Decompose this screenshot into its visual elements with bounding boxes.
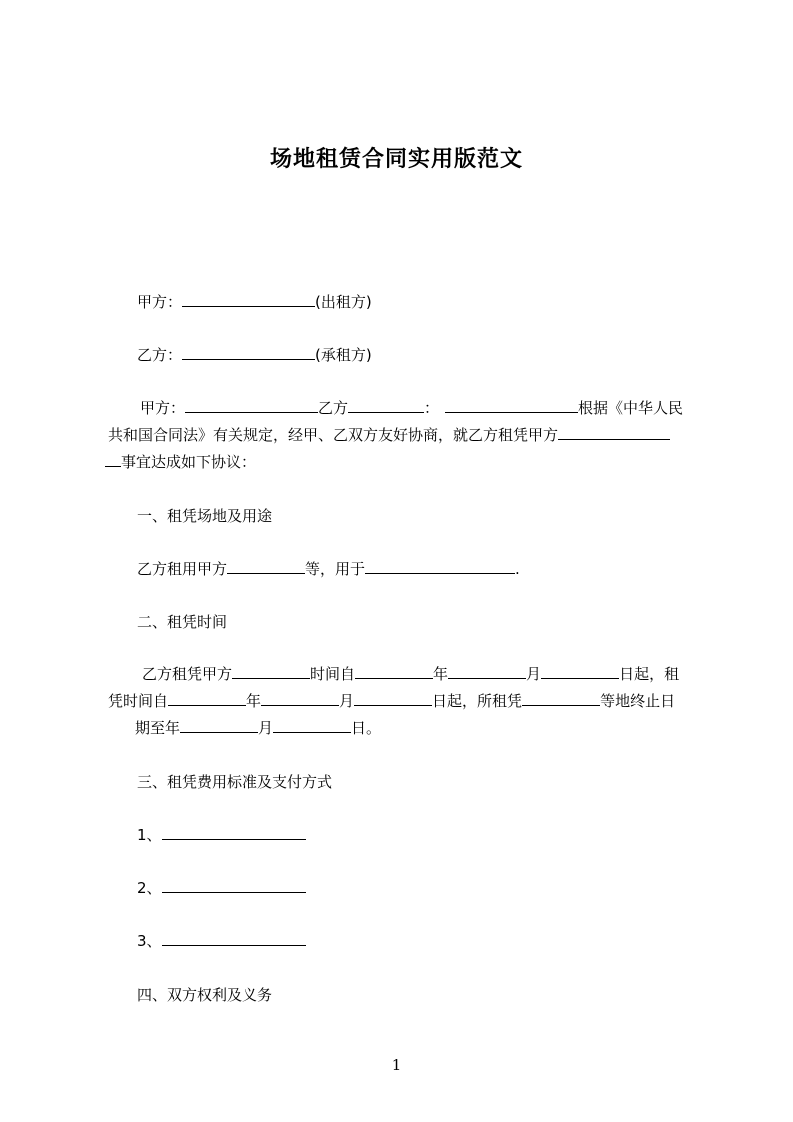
section-1-text-1: 乙方租用甲方 <box>137 560 228 578</box>
party-b-role: (承租方) <box>315 346 372 364</box>
s3-item-2-number: 2、 <box>137 879 162 897</box>
intro-blank-2[interactable] <box>348 397 424 413</box>
party-b-blank[interactable] <box>182 344 315 360</box>
section-1-blank-2[interactable] <box>365 558 515 574</box>
section-3-item-2 <box>137 877 306 898</box>
s2-r2-blank-2[interactable] <box>261 690 339 706</box>
section-3-item-3 <box>137 930 306 951</box>
section-3-heading: 三、租凭费用标准及支付方式 <box>137 773 333 791</box>
s2-r2-t4: 日起，所租凭 <box>432 692 523 710</box>
intro-party-b: 乙方 <box>318 399 349 417</box>
s3-item-1-number: 1、 <box>137 826 162 844</box>
s2-r1-blank-3[interactable] <box>448 663 526 679</box>
party-a-label: 甲方： <box>137 293 183 311</box>
s2-r1-t4: 月 <box>526 665 542 683</box>
intro-blank-3[interactable] <box>445 397 578 413</box>
section-1-heading: 一、租凭场地及用途 <box>137 507 273 525</box>
party-a-line <box>137 291 372 312</box>
section-4-heading: 四、双方权利及义务 <box>137 986 273 1004</box>
s2-r2-blank-1[interactable] <box>168 690 246 706</box>
intro-colon: ： <box>424 399 440 417</box>
s2-r1-t1: 乙方租凭甲方 <box>142 665 233 683</box>
s2-r1-blank-2[interactable] <box>355 663 433 679</box>
s2-r1-t3: 年 <box>433 665 449 683</box>
section-1-blank-1[interactable] <box>227 558 305 574</box>
intro-party-a: 甲方： <box>140 399 186 417</box>
s2-r3-t1: 期至年 <box>135 719 181 737</box>
s2-r2-t1: 凭时间自 <box>108 692 169 710</box>
party-a-blank[interactable] <box>182 291 315 307</box>
document-title: 场地租赁合同实用版范文 <box>269 147 523 172</box>
s2-r1-blank-4[interactable] <box>541 663 619 679</box>
s2-r2-blank-4[interactable] <box>522 690 600 706</box>
intro-blank-5[interactable] <box>105 451 121 467</box>
s3-item-2-blank[interactable] <box>162 877 306 893</box>
s2-r2-blank-3[interactable] <box>354 690 432 706</box>
section-2-heading: 二、租凭时间 <box>137 613 228 631</box>
section-1-text-3: . <box>515 560 520 578</box>
section-3-item-1 <box>137 824 306 845</box>
s2-r2-t3: 月 <box>339 692 355 710</box>
s2-r3-blank-1[interactable] <box>180 717 258 733</box>
intro-agreement-text: 事宜达成如下协议： <box>121 453 257 471</box>
s2-r3-t2: 月 <box>258 719 274 737</box>
s3-item-3-blank[interactable] <box>162 930 306 946</box>
section-2-paragraph <box>105 661 701 742</box>
intro-paragraph <box>105 395 701 476</box>
intro-blank-4[interactable] <box>558 424 670 440</box>
s2-r1-t5: 日起，租 <box>619 665 680 683</box>
party-b-line <box>137 344 372 365</box>
s2-r2-t2: 年 <box>246 692 262 710</box>
section-1-text-2: 等，用于 <box>305 560 366 578</box>
s3-item-3-number: 3、 <box>137 932 162 950</box>
section-1-content <box>137 558 520 579</box>
party-a-role: (出租方) <box>315 293 372 311</box>
s2-r1-t2: 时间自 <box>310 665 356 683</box>
s2-r3-t3: 日。 <box>351 719 382 737</box>
s2-r2-t5: 等地终止日 <box>600 692 676 710</box>
s2-r3-blank-2[interactable] <box>273 717 351 733</box>
s2-r1-blank-1[interactable] <box>232 663 310 679</box>
intro-basis: 根据《中华人民 <box>578 399 684 417</box>
intro-law-text: 共和国合同法》有关规定，经甲、乙双方友好协商，就乙方租凭甲方 <box>108 426 559 444</box>
page-number: 1 <box>391 1056 402 1074</box>
intro-blank-1[interactable] <box>185 397 318 413</box>
s3-item-1-blank[interactable] <box>162 824 306 840</box>
party-b-label: 乙方： <box>137 346 183 364</box>
